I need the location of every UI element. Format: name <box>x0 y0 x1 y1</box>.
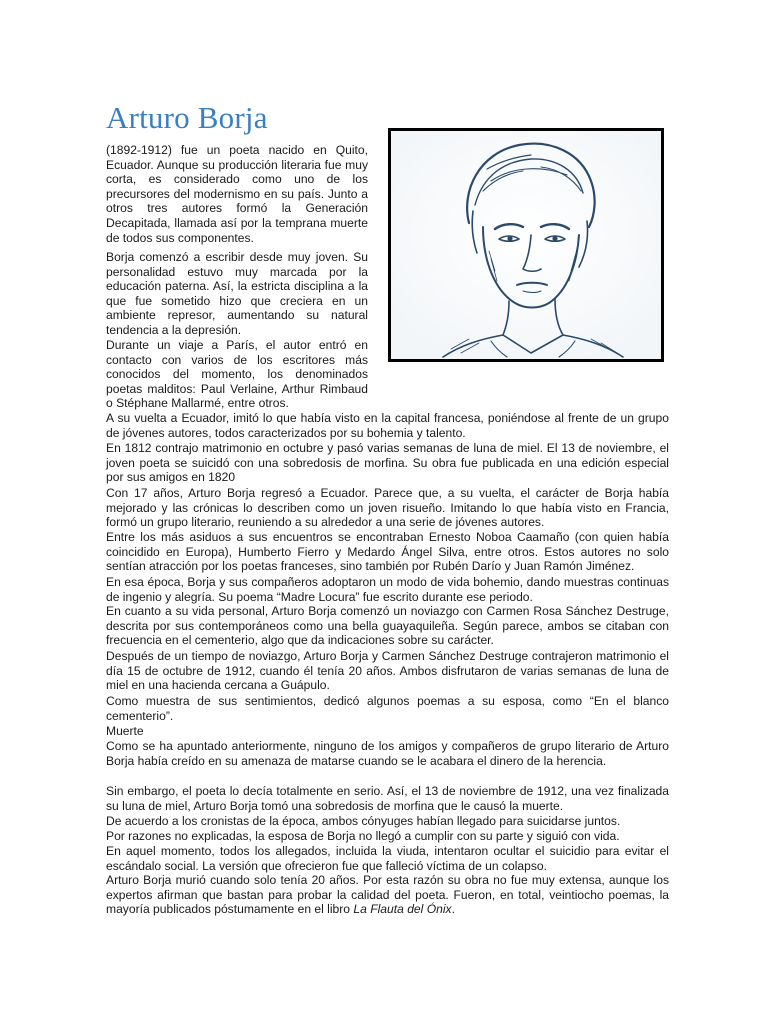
section-heading-muerte: Muerte <box>106 724 144 738</box>
paragraph-legacy-text: Arturo Borja murió cuando solo tenía 20 años. Por esta razón su obra no fue muy extensa, aunque los expertos afirman que bastan para probar la calidad del poeta. Fueron, en total, veintiocho poemas, la mayoría publicados póstumamente en el libro <box>106 873 669 917</box>
paragraph-wife: Por razones no explicadas, la esposa de Borja no llegó a cumplir con su parte y siguió con vida. <box>106 829 620 843</box>
paragraph-youth: Borja comenzó a escribir desde muy joven. Su personalidad estuvo muy marcada por la educación paterna. Así, la estricta disciplina a la que fue sometido hizo que creciera en un ambiente represor, aumentando su natural tendencia a la depresión. <box>106 250 368 337</box>
paragraph-marriage: Después de un tiempo de noviazgo, Arturo Borja y Carmen Sánchez Destruge contrajeron matrimonio el día 15 de octubre de 1912, cuando él tenía 20 años. Ambos disfrutaron de varias semanas de luna de miel en una hacienda cercana a Guápulo. <box>106 649 669 693</box>
author-portrait <box>388 128 664 362</box>
paragraph-poems: Como muestra de sus sentimientos, dedicó algunos poemas a su esposa, como “En el blanco cementerio”. <box>106 694 669 723</box>
paragraph-1812: En 1812 contrajo matrimonio en octubre y pasó varias semanas de luna de miel. El 13 de noviembre, el joven poeta se suicidó con una sobredosis de morfina. Su obra fue publicada en una edición especial por sus amigos en 1820 <box>106 441 669 485</box>
paragraph-threat: Como se ha apuntado anteriormente, ninguno de los amigos y compañeros de grupo literario de Arturo Borja había creído en su amenaza de matarse cuando se le acabara el dinero de la herencia. <box>106 739 669 768</box>
paragraph-legacy-end: . <box>451 902 455 917</box>
paragraph-chroniclers: De acuerdo a los cronistas de la época, ambos cónyuges habían llegado para suicidarse juntos. <box>106 814 621 828</box>
paragraph-overdose: Sin embargo, el poeta lo decía totalmente en serio. Así, el 13 de noviembre de 1912, una vez finalizada su luna de miel, Arturo Borja tomó una sobredosis de morfina que le causó la muerte. <box>106 784 669 813</box>
paragraph-return: A su vuelta a Ecuador, imitó lo que había visto en la capital francesa, poniéndose al frente de un grupo de jóvenes autores, todos caracterizados por su bohemia y talento. <box>106 411 669 440</box>
paragraph-intro: (1892-1912) fue un poeta nacido en Quito, Ecuador. Aunque su producción literaria fue muy corta, es considerado como uno de los precursores del modernismo en su país. Junto a otros tres autores formó la Generación Decapitada, llamada así por la temprana muerte de todos sus componentes. <box>106 143 368 245</box>
paragraph-legacy <box>106 873 669 917</box>
paragraph-circle: Entre los más asiduos a sus encuentros se encontraban Ernesto Noboa Caamaño (con quien había coincidido en Europa), Humberto Fierro y Medardo Ángel Silva, entre otros. Estos autores no solo sentían atracción por los poetas franceses, sino también por Rubén Darío y Juan Ramón Jiménez. <box>106 530 669 574</box>
paragraph-bohemia: En esa época, Borja y sus compañeros adoptaron un modo de vida bohemio, dando muestras continuas de ingenio y alegría. Su poema “Madre Locura” fue escrito durante ese periodo. <box>106 575 669 604</box>
book-title: La Flauta del Ónix <box>353 902 452 917</box>
paragraph-concealment: En aquel momento, todos los allegados, incluida la viuda, intentaron ocultar el suicidio para evitar el escándalo social. La versión que ofrecieron fue que falleció víctima de un colapso. <box>106 844 669 873</box>
paragraph-age-17: Con 17 años, Arturo Borja regresó a Ecuador. Parece que, a su vuelta, el carácter de Borja había mejorado y las crónicas lo describen como un joven risueño. Imitando lo que había visto en Francia, formó un grupo literario, reuniendo a su alrededor a una serie de jóvenes autores. <box>106 486 669 530</box>
page-title: Arturo Borja <box>106 100 268 135</box>
paragraph-paris: Durante un viaje a París, el autor entró en contacto con varios de los escritores más conocidos del momento, los denominados poetas malditos: Paul Verlaine, Arthur Rimbaud o Stéphane Mallarmé, entre otros. <box>106 338 368 411</box>
paragraph-courtship: En cuanto a su vida personal, Arturo Borja comenzó un noviazgo con Carmen Rosa Sánchez Destruge, descrita por sus contemporáneos como una bella guayaquileña. Según parece, ambos se citaban con frecuencia en el cementerio, algo que da indicaciones sobre su carácter. <box>106 604 669 648</box>
portrait-sketch-icon <box>391 131 661 359</box>
